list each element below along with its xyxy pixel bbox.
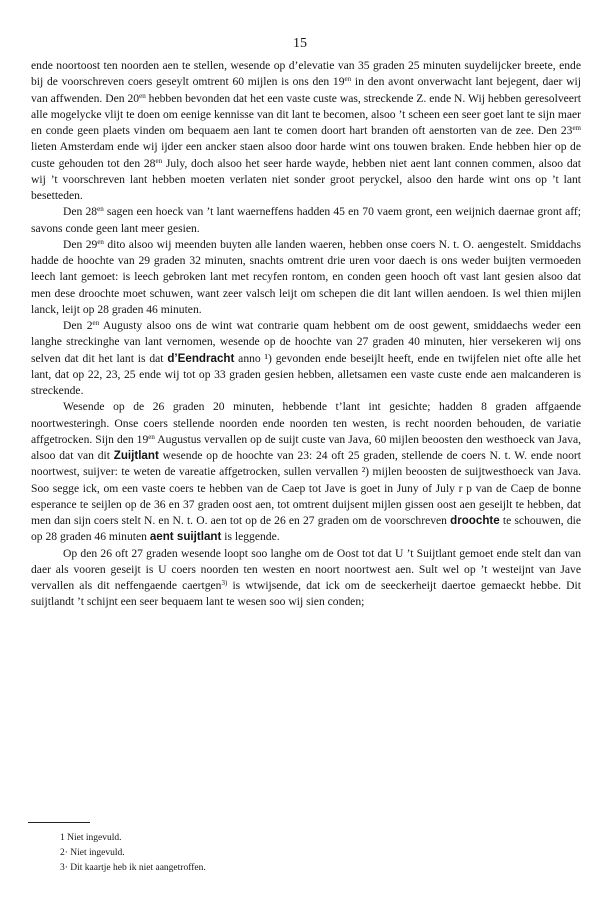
body-text: [31, 58, 581, 611]
paragraph-5: [31, 399, 581, 545]
bold-name: aent suijtlant: [149, 530, 222, 544]
text-run: in den avont onverwacht lant bejegent, daer wij van affwenden. Den 20: [31, 75, 581, 105]
footnote-3: 3· Dit kaartje heb ik niet aangetroffen.: [60, 863, 206, 873]
superscript: en: [155, 156, 163, 165]
footnote-rule: [28, 822, 90, 823]
text-run: July, doch alsoo het seer harde wayde, hebben niet aent lant connen commen, alsoo dat wij ’t voorschreven lant hebben moeten verlaten niet sonder groot peryckel, alsoo den harde wint ons op ’t lant besetteden.: [31, 156, 582, 202]
superscript: en: [139, 91, 146, 100]
text-run: Op den 26 oft 27 graden wesende loopt soo langhe om de Oost tot dat U ’t Suijtlant gemoet ende stelt dan van daer als vooren geseijt is U coers noorden ten westen en noort noortwest aen. Sult wel op ’t westeijnt van Jave vervallen als dit neffengaende caertgen: [31, 546, 581, 592]
footnotes: [60, 831, 460, 876]
superscript: en: [92, 319, 100, 327]
paragraph-4: [31, 318, 581, 399]
superscript: en: [148, 432, 155, 441]
paragraph-3: [31, 237, 581, 318]
superscript: 3): [221, 579, 228, 587]
superscript: en: [97, 205, 104, 214]
text-run: Den 28: [63, 205, 98, 219]
page-number: 15: [293, 36, 307, 51]
text-run: Augustus vervallen op de suijt custe van Java, 60 mijlen beoosten den westhoeck van Java, alsoo dat van dit: [31, 432, 581, 462]
paragraph-1: [31, 58, 581, 204]
paragraph-6: [31, 546, 581, 611]
text-run: te schouwen, die op 28 graden 46 minuten: [31, 514, 581, 544]
text-run: ende noortoost ten noorden aen te stellen, wesende op d’elevatie van 35 graden 25 minuten suydelijcker breete, ende bij de voorschreven coers geseylt omtrent 60 mijlen is ons den 19: [31, 59, 581, 89]
text-run: is wtwijsende, dat ick om de seeckerheijt daertoe gemaeckt hebbe. Dit suijtlandt ’t schijnt een seer bequaem lant te wesen soo wij sien conden;: [31, 579, 581, 609]
text-run: Den 2: [63, 319, 93, 332]
superscript: em: [572, 124, 581, 132]
superscript: en: [344, 75, 352, 84]
text-run: sagen een hoeck van ’t lant waerneffens hadden 45 en 70 vaem gront, een weijnich daernae gront aff; savons conde geen lant meer gesien.: [31, 205, 581, 235]
text-run: dito alsoo wij meenden buyten alle landen waeren, hebben onse coers N. t. O. aengestelt. Smiddachs hadde de hoochte van 29 graden 32 minuten, snachts omtrent drie uren voor daech is ons weder buijten vermoeden leech lant gemoet: is leech gebroken lant met recyfen rontom, en conden geen hooch oft vast lant gesien alsoo dat men dese droochte moet schuwen, want zeer valsch leijt om schepen die dit lant willen aendoen. Is wel thien mijlen lanck, leijt op 28 graden 46 minuten.: [31, 237, 581, 316]
footnote-2: 2· Niet ingevuld.: [60, 848, 125, 858]
text-run: hebben bevonden dat het een vaste custe was, streckende Z. ende N. Wij hebben geresolveert alle mogelycke vlijt te doen om eenige kennisse van dit lant te becomen, alsoo ’t scheen een seer goet lant te sijn maer en conde geen plaets vinden om bequaem aen lant te comen doort hart branden oft aenstorten van de zee. Den 23: [31, 91, 581, 137]
footnote-1: 1 Niet ingevuld.: [60, 833, 122, 843]
paragraph-2: [31, 204, 581, 237]
text-run: Den 29: [63, 237, 98, 251]
text-run: Wesende op de 26 graden 20 minuten, hebbende t’lant int gesichte; hadden 8 graden affgaende noortwesteringh. Onse coers stellende noorden ende noorden ten westen, is recht noorden behouden, de variatie affgetrocken. Sijn den 19: [31, 400, 581, 446]
text-run: lieten Amsterdam ende wij ijder een ancker staen alsoo door harde wint ons touwen braken. Ende hebben hier op de custe gehouden tot den 28: [31, 140, 581, 170]
superscript: en: [97, 237, 104, 246]
text-run: wesende op de hoochte van 23: 24 oft 25 graden, stellende de coers N. t. W. ende noort noortwest, suijver: te weten de vareatie affgetrocken, sullen vervallen ²) mijlen beoosten de suijtwesthoeck van Java. Soo segge ick, om een vaste coers te hebben van de Caep tot Jave is goet in Juny of July r p van de Caep de bonne esperance te seijlen op de 36 en 37 graden oost aen, tot omtrent duijsent mijlen gissen oost aen geseijlt te hebben, dat men dan sijn coers stelt N. en N. t. O. aen tot op de 26 en 27 graden om de voorschreven: [31, 449, 581, 527]
text-run: is leggende.: [221, 530, 280, 544]
text-run: Augusty alsoo ons de wint wat contrarie quam hebbent om de oost gewent, smiddaechs weder een langhe streckinghe van lant vernomen, wesende op de hoochte van 27 graden 40 minuten, hier versekeren wij ons selven dat dit het lant is dat: [31, 319, 581, 365]
bold-name: droochte: [450, 514, 500, 527]
text-run: anno ¹) gevonden ende beseijlt heeft, ende en twijfelen niet ofte alle het lant, dat op 22, 23, 25 ende wij tot op 33 graden gesien hebben, alletsamen een vaste custe ende aen malcanderen is streckende.: [31, 351, 581, 397]
bold-name: Zuijtlant: [113, 449, 159, 462]
bold-name: d’Eendracht: [167, 351, 235, 365]
